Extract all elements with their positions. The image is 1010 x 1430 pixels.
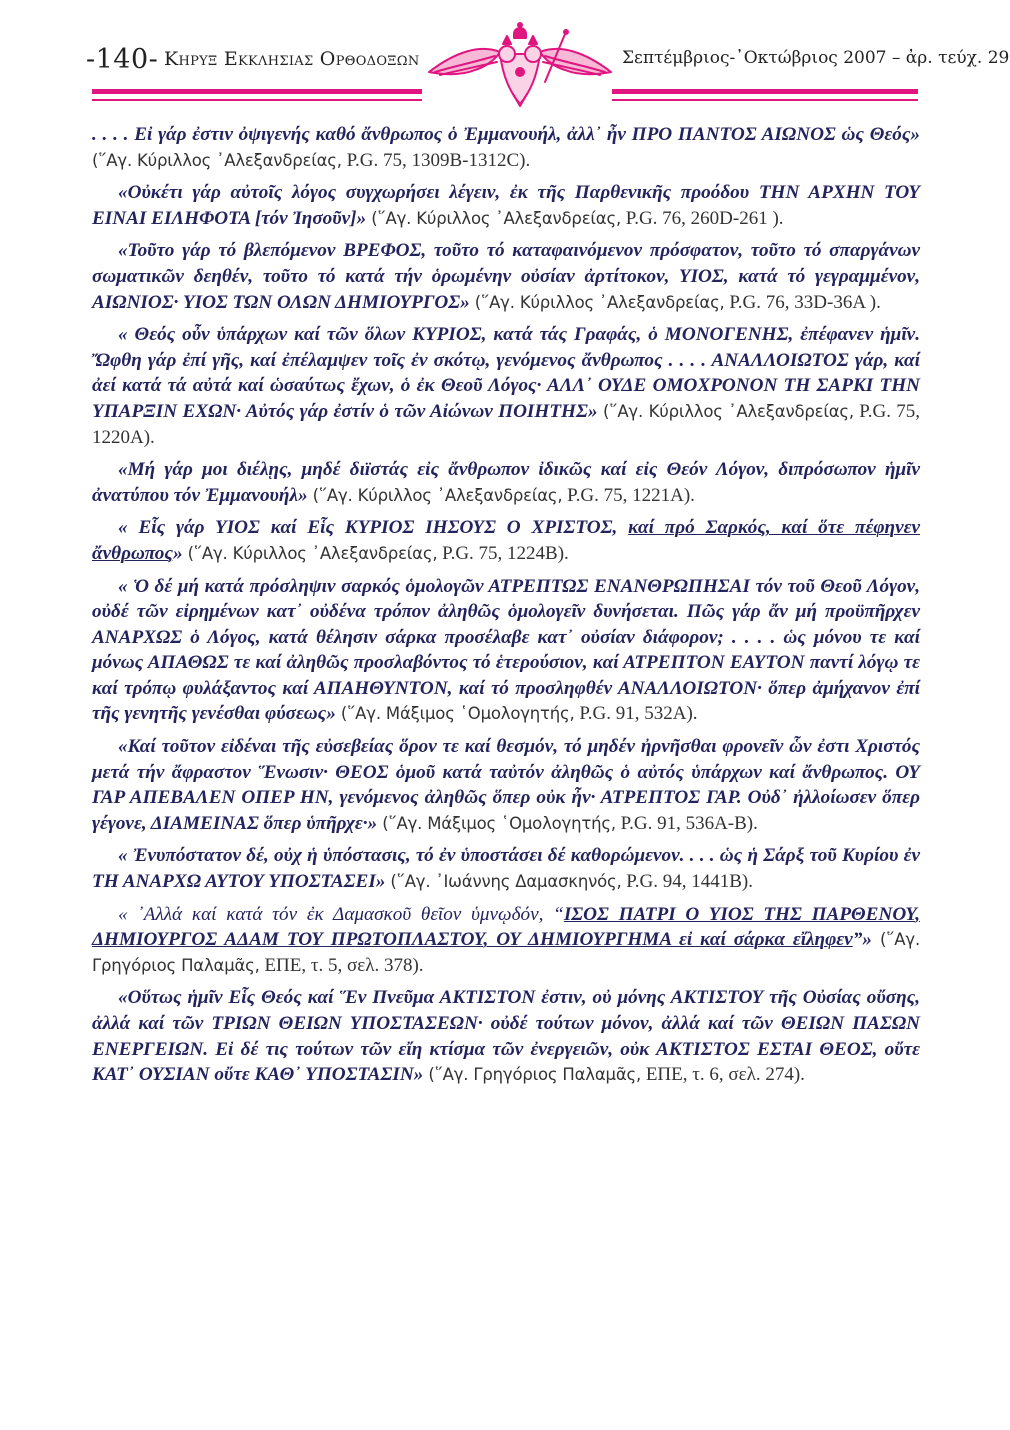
- citation-reference: P.G. 76, 260D-261 ).: [621, 207, 784, 229]
- quote-text-underlined: καί πρό Σαρκός, καί ὅτε πέφηνεν ἄνθρωπος: [92, 517, 920, 564]
- citation-author: (῞Αγ. Γρηγόριος Παλαμᾶς,: [92, 930, 920, 975]
- citation-author: (῞Αγ. Κύριλλος ᾿Αλεξανδρείας,: [366, 208, 621, 228]
- citation-author: (῞Αγ. ᾿Ιωάννης Δαμασκηνός,: [385, 872, 622, 892]
- header-rule-thin-left: [92, 99, 422, 101]
- issue-info: Σεπτέμβριος-᾿Οκτώβριος 2007 – ἀρ. τεύχ. 29: [622, 48, 1010, 68]
- citation-reference: P.G. 91, 536A-B).: [615, 812, 758, 834]
- quote-paragraph: [92, 238, 920, 315]
- quote-paragraph: [92, 574, 920, 728]
- citation-reference: P.G. 94, 1441B).: [621, 871, 753, 893]
- double-headed-eagle-icon: [425, 22, 615, 108]
- quote-text: «Τοῦτο γάρ τό βλεπόμενον ΒΡΕΦΟΣ, τοῦτο τό καταφαινόμενον πρόσφατον, τοῦτο τό σπαργάνων σωματικῶν δεηθέν, τοῦτο τό κατά τήν ὁρωμένην οὐσίαν ἀρτίτοκον, ΥΙΟΣ, κατά τό γεγραμμένον, ΑΙΩΝΙΟΣ· ΥΙΟΣ ΤΩΝ ΟΛΩΝ ΔΗΜΙΟΥΡΓΟΣ»: [92, 240, 920, 313]
- quote-paragraph: [92, 322, 920, 450]
- citation-reference: P.G. 91, 532A).: [574, 703, 698, 725]
- quote-paragraph: [92, 985, 920, 1087]
- quote-close: »: [172, 542, 183, 564]
- citation-author: (῞Αγ. Κύριλλος ᾿Αλεξανδρείας,: [182, 543, 438, 563]
- quote-text-underlined: ΙΣΟΣ ΠΑΤΡΙ Ο ΥΙΟΣ ΤΗΣ ΠΑΡΘΕΝΟΥ, ΔΗΜΙΟΥΡΓΟΣ ΑΔΑΜ ΤΟΥ ΠΡΩΤΟΠΛΑΣΤΟΥ, ΟΥ ΔΗΜΙΟΥΡΓΗΜΑ εἰ καί σάρκα εἴληφεν: [92, 903, 920, 951]
- header-rule-thick-left: [92, 89, 422, 94]
- quote-text: « Ὁ δέ μή κατά πρόσληψιν σαρκός ὁμολογῶν ΑΤΡΕΠΤΩΣ ΕΝΑΝΘΡΩΠΗΣΑΙ τόν τοῦ Θεοῦ Λόγον, οὐδέ τῶν εἰρημένων κατ᾿ οὐδένα τρόπον ἀληθῶς ὁμολογεῖν δυνήσεται. Πῶς γάρ ἄν μή προϋπῆρχεν ΑΝΑΡΧΩΣ ὁ Λόγος, κατά θέλησιν σάρκα προσέλαβε κατ᾿ οὐσίαν διάφορον; . . . . ὡς μόνου τε καί μόνως ΑΠΑΘΩΣ τε καί ἀληθῶς προσλαβόντος τό ἑτερούσιον, καί ΑΤΡΕΠΤΟΝ ΕΑΥΤΟΝ παντί λόγῳ τε καί τρόπῳ φυλάξαντος καί ΑΠΑΗΘΥΝΤΟΝ, καί τό προσληφθέν ΑΝΑΛΛΟΙΩΤΟΝ· ὅπερ ἀμήχανον ἐπί τῆς γενητῆς γενέσθαι φύσεως»: [92, 575, 920, 725]
- quote-paragraph: [92, 457, 920, 508]
- quote-close: ”»: [852, 929, 872, 951]
- article-body: [92, 122, 920, 1095]
- quote-paragraph: [92, 122, 920, 173]
- quote-text: « Θεός οὖν ὑπάρχων καί τῶν ὅλων ΚΥΡΙΟΣ, κατά τάς Γραφάς, ὁ ΜΟΝΟΓΕΝΗΣ, ἐπέφανεν ἡμῖν. Ὤφθη γάρ ἐπί γῆς, καί ἐπέλαμψεν τοῖς ἐν σκότῳ, γενόμενος ἄνθρωπος . . . . ΑΝΑΛΛΟΙΩΤΟΣ γάρ, καί ἀεί κατά τά αὐτά καί ὡσαύτως ἔχων, ὁ ἐκ Θεοῦ Λόγος· ΑΛΛ᾿ ΟΥΔΕ ΟΜΟΧΡΟΝΟΝ ΤΗ ΣΑΡΚΙ ΤΗΝ ΥΠΑΡΞΙΝ ΕΧΩΝ· Αὐτός γάρ ἐστίν ὁ τῶν Αἰώνων ΠΟΙΗΤΗΣ»: [92, 324, 920, 422]
- quote-paragraph: [92, 734, 920, 836]
- citation-reference: P.G. 76, 33D-36A ).: [724, 291, 881, 313]
- citation-author: (῞Αγ. Γρηγόριος Παλαμᾶς,: [423, 1065, 642, 1085]
- header-rule-thick-right: [612, 89, 918, 94]
- citation-author: (῞Αγ. Μάξιμος ῾Ομολογητής,: [335, 704, 575, 724]
- quote-text: «Οὐκέτι γάρ αὐτοῖς λόγος συγχωρήσει λέγειν, ἐκ τῆς Παρθενικῆς προόδου ΤΗΝ ΑΡΧΗΝ ΤΟΥ ΕΙΝΑΙ ΕΙΛΗΦΟΤΑ [τόν Ἰησοῦν]»: [92, 182, 920, 229]
- quote-text: «Μή γάρ μοι διέλῃς, μηδέ διϊστάς εἰς ἄνθρωπον ἰδικῶς καί εἰς Θεόν Λόγον, διπρόσωπον ἡμῖν ἀνατύπου τόν Ἐμμανουήλ»: [92, 459, 920, 506]
- quote-paragraph: [92, 843, 920, 894]
- header-rule-thin-right: [612, 99, 918, 101]
- citation-reference: P.G. 75, 1221A).: [562, 484, 695, 506]
- citation-reference: ΕΠΕ, τ. 5, σελ. 378).: [259, 954, 424, 976]
- quote-text: «Οὕτως ἡμῖν Εἷς Θεός καί Ἕν Πνεῦμα ΑΚΤΙΣΤΟΝ ἐστιν, οὐ μόνης ΑΚΤΙΣΤΟΥ τῆς Οὐσίας οὔσης, ἀλλά καί τῶν ΤΡΙΩΝ ΘΕΙΩΝ ΥΠΟΣΤΑΣΕΩΝ· οὐδέ τούτων μόνον, ἀλλά καί τῶν ΘΕΙΩΝ ΠΑΣΩΝ ΕΝΕΡΓΕΙΩΝ. Εἰ δέ τις τούτων τῶν εἴη κτίσμα τῶν ἐνεργειῶν, οὐκ ΑΚΤΙΣΤΟΣ ΕΣΤΑΙ ΘΕΟΣ, οὔτε ΚΑΤ᾿ ΟΥΣΙΑΝ οὔτε ΚΑΘ᾿ ΥΠΟΣΤΑΣΙΝ»: [92, 987, 920, 1086]
- quote-text: « Ἐνυπόστατον δέ, οὐχ ἡ ὑπόστασις, τό ἐν ὑποστάσει δέ καθορώμενον. . . . ὡς ἡ Σάρξ τοῦ Κυρίου ἐν ΤΗ ΑΝΑΡΧΩ ΑΥΤΟΥ ΥΠΟΣΤΑΣΕΙ»: [92, 845, 920, 893]
- citation-author: (῞Αγ. Κύριλλος ᾿Αλεξανδρείας,: [469, 292, 725, 312]
- quote-text: «Καί τοῦτον εἰδέναι τῆς εὐσεβείας ὅρον τε καί θεσμόν, τό μηδέν ἠρνῆσθαι φρονεῖν ὧν ἐστι Χριστός μετά τήν ἄφραστον Ἕνωσιν· ΘΕΟΣ ὁμοῦ κατά ταὐτόν ἀληθῶς ὁ αὐτός ὑπάρχων καί ἄνθρωπος. ΟΥ ΓΑΡ ΑΠΕΒΑΛΕΝ ΟΠΕΡ ΗΝ, γενόμενος ἀληθῶς ὅπερ οὐκ ἦν· ΑΤΡΕΠΤΟΣ ΓΑΡ. Οὐδ᾿ ἠλλοίωσεν ὅπερ γέγονε, ΔΙΑΜΕΙΝΑΣ ὅπερ ὑπῆρχε·»: [92, 736, 920, 834]
- quote-intro: « ᾿Αλλά καί κατά τόν ἐκ Δαμασκοῦ θεῖον ὑμνῳδόν, “: [118, 903, 564, 925]
- quote-paragraph: [92, 180, 920, 231]
- journal-title: Κηρυξ Εκκλησιας Ορθοδοξων: [164, 48, 420, 70]
- citation-author: (῞Αγ. Κύριλλος ᾿Αλεξανδρείας,: [92, 150, 342, 170]
- quote-paragraph: [92, 902, 920, 979]
- page-header: [0, 0, 1010, 110]
- quote-paragraph: [92, 515, 920, 566]
- quote-text: . . . . Εἰ γάρ ἐστιν ὀψιγενής καθό ἄνθρωπος ὁ Ἐμμανουήλ, ἀλλ᾿ ἦν ΠΡΟ ΠΑΝΤΟΣ ΑΙΩΝΟΣ ὡς Θεός»: [92, 124, 920, 145]
- page-number: -140-: [86, 44, 159, 75]
- citation-author: (῞Αγ. Κύριλλος ᾿Αλεξανδρείας,: [307, 485, 563, 505]
- citation-author: (῞Αγ. Κύριλλος ᾿Αλεξανδρείας,: [597, 401, 854, 421]
- citation-author: (῞Αγ. Μάξιμος ῾Ομολογητής,: [377, 813, 616, 833]
- citation-reference: P.G. 75, 1309B-1312C).: [341, 149, 531, 171]
- quote-text: « Εἷς γάρ ΥΙΟΣ καί Εἷς ΚΥΡΙΟΣ ΙΗΣΟΥΣ Ο ΧΡΙΣΤΟΣ,: [118, 517, 629, 539]
- citation-reference: ΕΠΕ, τ. 6, σελ. 274).: [641, 1064, 805, 1086]
- citation-reference: P.G. 75, 1220A).: [92, 400, 920, 448]
- citation-reference: P.G. 75, 1224B).: [437, 542, 569, 564]
